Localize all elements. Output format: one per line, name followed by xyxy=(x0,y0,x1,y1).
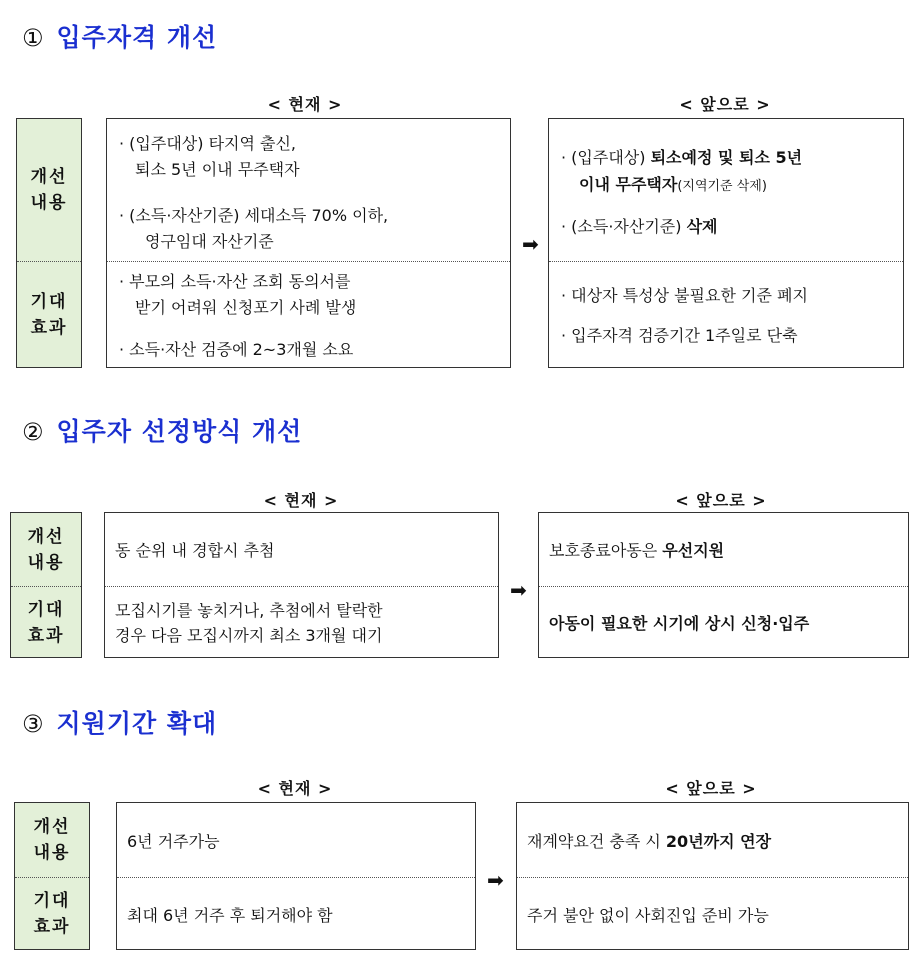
future-improve-text xyxy=(527,803,898,877)
section-3-current-header: < 현재 > xyxy=(257,779,333,798)
label-effect-text: 기대 효과 xyxy=(33,891,71,937)
section-2-label-improve xyxy=(11,513,81,586)
label-effect-text: 기대 효과 xyxy=(27,599,65,646)
future-improve-l2-bold: 이내 무주택자 xyxy=(579,175,678,194)
section-2-title-text: 입주자 선정방식 개선 xyxy=(56,417,303,446)
section-1-current-effect xyxy=(107,261,510,369)
section-1-title xyxy=(22,18,217,54)
section-2-label-effect xyxy=(11,586,81,659)
section-2-title xyxy=(22,412,302,448)
current-effect-line-2: 받기 어려워 신청포기 사례 발생 xyxy=(135,298,357,317)
current-effect-text: 최대 6년 거주 후 퇴거해야 함 xyxy=(127,905,333,925)
section-1-current-header: < 현재 > xyxy=(267,95,343,114)
section-2-current-header: < 현재 > xyxy=(263,491,339,510)
current-effect-line-3: · 소득·자산 검증에 2~3개월 소요 xyxy=(119,340,354,359)
section-2-current-box xyxy=(104,512,499,658)
future-improve-l3-prefix: · (소득·자산기준) xyxy=(561,217,687,236)
section-1-label-improve xyxy=(17,119,81,261)
section-1-current-box xyxy=(106,118,511,368)
future-improve-bold: 우선지원 xyxy=(662,541,725,560)
section-1-future-effect xyxy=(549,261,903,369)
future-improve-text xyxy=(549,513,898,586)
section-2-current-effect xyxy=(105,586,498,659)
section-3-future-box xyxy=(516,802,909,950)
section-2-future-box xyxy=(538,512,909,658)
section-3-future-effect xyxy=(517,877,908,951)
label-improve-text: 개선 내용 xyxy=(33,817,71,863)
current-improve-line-2: 퇴소 5년 이내 무주택자 xyxy=(135,160,300,179)
current-improve-line-1: · (입주대상) 타지역 출신, xyxy=(119,134,297,153)
future-improve-prefix: 보호종료아동은 xyxy=(549,541,658,560)
future-improve-prefix: 재계약요건 충족 시 xyxy=(527,831,661,851)
current-effect-line-2: 경우 다음 모집시까지 최소 3개월 대기 xyxy=(115,625,383,645)
section-3-current-effect xyxy=(117,877,475,951)
future-effect-bold: 아동이 필요한 시기에 상시 신청·입주 xyxy=(549,614,810,633)
section-1-title-text: 입주자격 개선 xyxy=(56,23,218,52)
section-3-label-effect xyxy=(15,877,89,951)
section-1-future-box xyxy=(548,118,904,368)
section-1-current-improve xyxy=(107,119,510,261)
section-1-future-improve xyxy=(549,119,903,261)
section-3-future-improve xyxy=(517,803,908,877)
section-3-title xyxy=(22,704,217,740)
current-effect-text xyxy=(115,586,488,659)
future-improve-line-1 xyxy=(561,145,802,170)
section-3-label-improve xyxy=(15,803,89,877)
section-1-future-header: < 앞으로 > xyxy=(679,95,771,114)
section-2-future-improve xyxy=(539,513,908,586)
section-3-current-box xyxy=(116,802,476,950)
label-effect-text: 기대 효과 xyxy=(30,292,68,338)
future-improve-l3-bold: 삭제 xyxy=(686,217,718,236)
section-1-number: ① xyxy=(22,24,45,52)
section-2-future-header: < 앞으로 > xyxy=(675,491,767,510)
current-improve-line-3: · (소득·자산기준) 세대소득 70% 이하, xyxy=(119,206,389,225)
section-3-label-column xyxy=(14,802,90,950)
future-improve-line-2 xyxy=(579,172,767,199)
current-improve-text: 동 순위 내 경합시 추첨 xyxy=(115,541,275,560)
future-improve-line-3 xyxy=(561,214,718,239)
future-effect-text: 주거 불안 없이 사회진입 준비 가능 xyxy=(527,905,769,925)
section-2-future-effect xyxy=(539,586,908,659)
section-3-arrow-icon: ➡ xyxy=(487,868,504,892)
section-2-current-improve xyxy=(105,513,498,586)
future-improve-l2-small: (지역기준 삭제) xyxy=(677,179,767,194)
future-effect-text xyxy=(549,586,898,659)
section-1-arrow-icon: ➡ xyxy=(522,232,539,256)
future-improve-bold: 20년까지 연장 xyxy=(665,831,772,851)
current-effect-line-1: 모집시기를 놓치거나, 추첨에서 탈락한 xyxy=(115,600,383,620)
current-improve-text: 6년 거주가능 xyxy=(127,831,220,851)
future-effect-line-1: · 대상자 특성상 불필요한 기준 폐지 xyxy=(561,286,808,305)
section-2-number: ② xyxy=(22,418,45,446)
future-improve-l1-bold: 퇴소예정 및 퇴소 5년 xyxy=(650,148,803,167)
section-3-future-header: < 앞으로 > xyxy=(665,779,757,798)
label-improve-text: 개선 내용 xyxy=(30,167,68,213)
section-1-label-column xyxy=(16,118,82,368)
section-2-label-column xyxy=(10,512,82,658)
label-improve-text: 개선 내용 xyxy=(27,526,65,573)
section-3-current-improve xyxy=(117,803,475,877)
current-improve-line-4: 영구임대 자산기준 xyxy=(145,232,274,251)
current-effect-line-1: · 부모의 소득·자산 조회 동의서를 xyxy=(119,272,351,291)
section-3-title-text: 지원기간 확대 xyxy=(56,709,218,738)
section-1-label-effect xyxy=(17,261,81,369)
section-3-number: ③ xyxy=(22,710,45,738)
future-effect-line-2: · 입주자격 검증기간 1주일로 단축 xyxy=(561,326,798,345)
section-2-arrow-icon: ➡ xyxy=(510,578,527,602)
future-improve-l1-prefix: · (입주대상) xyxy=(561,148,651,167)
